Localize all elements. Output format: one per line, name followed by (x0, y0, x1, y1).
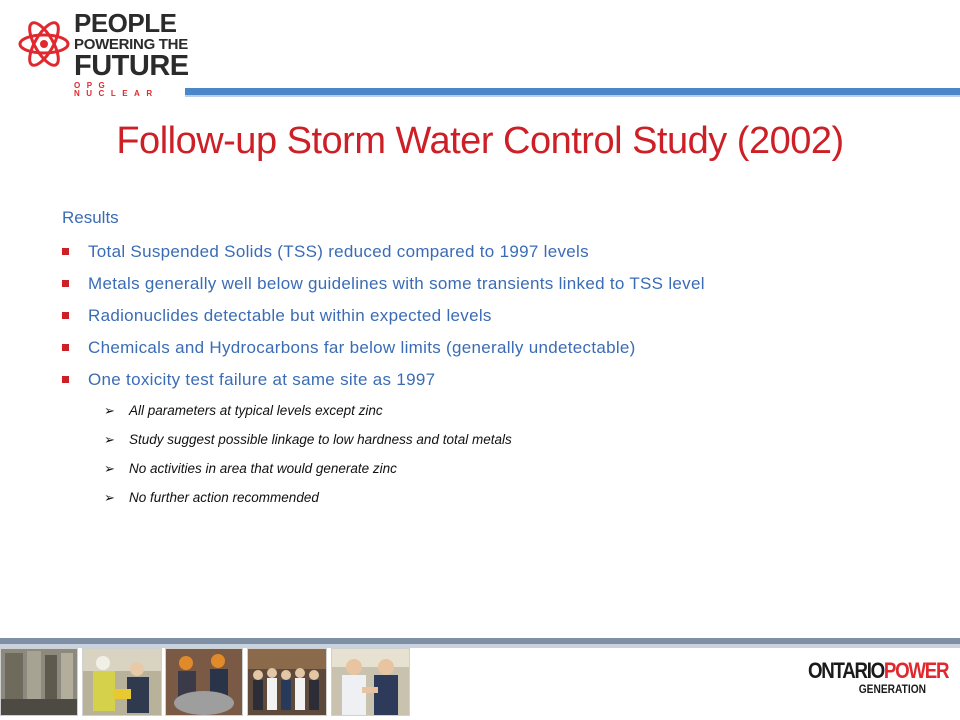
sub-bullet-item (104, 431, 902, 448)
bullet-text: Total Suspended Solids (TSS) reduced compared to 1997 levels (88, 242, 589, 261)
header-divider-thin (185, 95, 960, 97)
opg-logo-power: POWER (883, 658, 949, 683)
logo-powering-the: POWERING THE (74, 36, 188, 53)
bullet-item (62, 242, 902, 261)
section-heading: Results (62, 208, 119, 227)
logo-wordmark (74, 10, 189, 98)
people-powering-the-future-logo (18, 6, 189, 98)
bullet-text: One toxicity test failure at same site as 1997 (88, 370, 436, 389)
square-bullet-icon (62, 344, 69, 351)
sub-bullet-item (104, 460, 902, 477)
photo-reactor-hall (0, 648, 78, 716)
opg-logo-generation: GENERATION (858, 682, 926, 696)
bullet-item (62, 274, 902, 293)
logo-opg-nuclear: OPG NUCLEAR (74, 81, 159, 98)
slide-title: Follow-up Storm Water Control Study (2002) (116, 120, 844, 162)
logo-future: FUTURE (74, 50, 189, 82)
sub-bullet-text: Study suggest possible linkage to low hardness and total metals (129, 432, 512, 447)
photo-staff-group (247, 648, 327, 716)
bullet-text: Chemicals and Hydrocarbons far below limits (generally undetectable) (88, 338, 636, 357)
sub-bullet-item (104, 402, 902, 419)
sub-bullet-item (104, 489, 902, 506)
opg-logo-ontario: ONTARIO (808, 658, 884, 683)
opg-logo-top (808, 658, 949, 683)
bullet-text: Metals generally well below guidelines with some transients linked to TSS level (88, 274, 705, 293)
arrow-bullet-icon: ➢ (104, 490, 115, 505)
photo-workers-hardhats (82, 648, 162, 716)
slide-body (62, 208, 902, 518)
sub-bullet-list (62, 402, 902, 506)
sub-bullet-text: No activities in area that would generate zinc (129, 461, 397, 476)
square-bullet-icon (62, 280, 69, 287)
arrow-bullet-icon: ➢ (104, 432, 115, 447)
bullet-item (62, 370, 902, 389)
bullet-text: Radionuclides detectable but within expected levels (88, 306, 492, 325)
sub-bullet-text: All parameters at typical levels except zinc (129, 403, 383, 418)
photo-plant-equipment (165, 648, 243, 716)
square-bullet-icon (62, 248, 69, 255)
square-bullet-icon (62, 312, 69, 319)
square-bullet-icon (62, 376, 69, 383)
photo-handshake (331, 648, 410, 716)
ontario-power-generation-logo (808, 660, 948, 706)
header-divider (185, 88, 960, 95)
arrow-bullet-icon: ➢ (104, 461, 115, 476)
bullet-item (62, 306, 902, 325)
arrow-bullet-icon: ➢ (104, 403, 115, 418)
sub-bullet-text: No further action recommended (129, 490, 319, 505)
bullet-item (62, 338, 902, 357)
bullet-list (62, 242, 902, 389)
logo-people: PEOPLE (74, 8, 177, 38)
